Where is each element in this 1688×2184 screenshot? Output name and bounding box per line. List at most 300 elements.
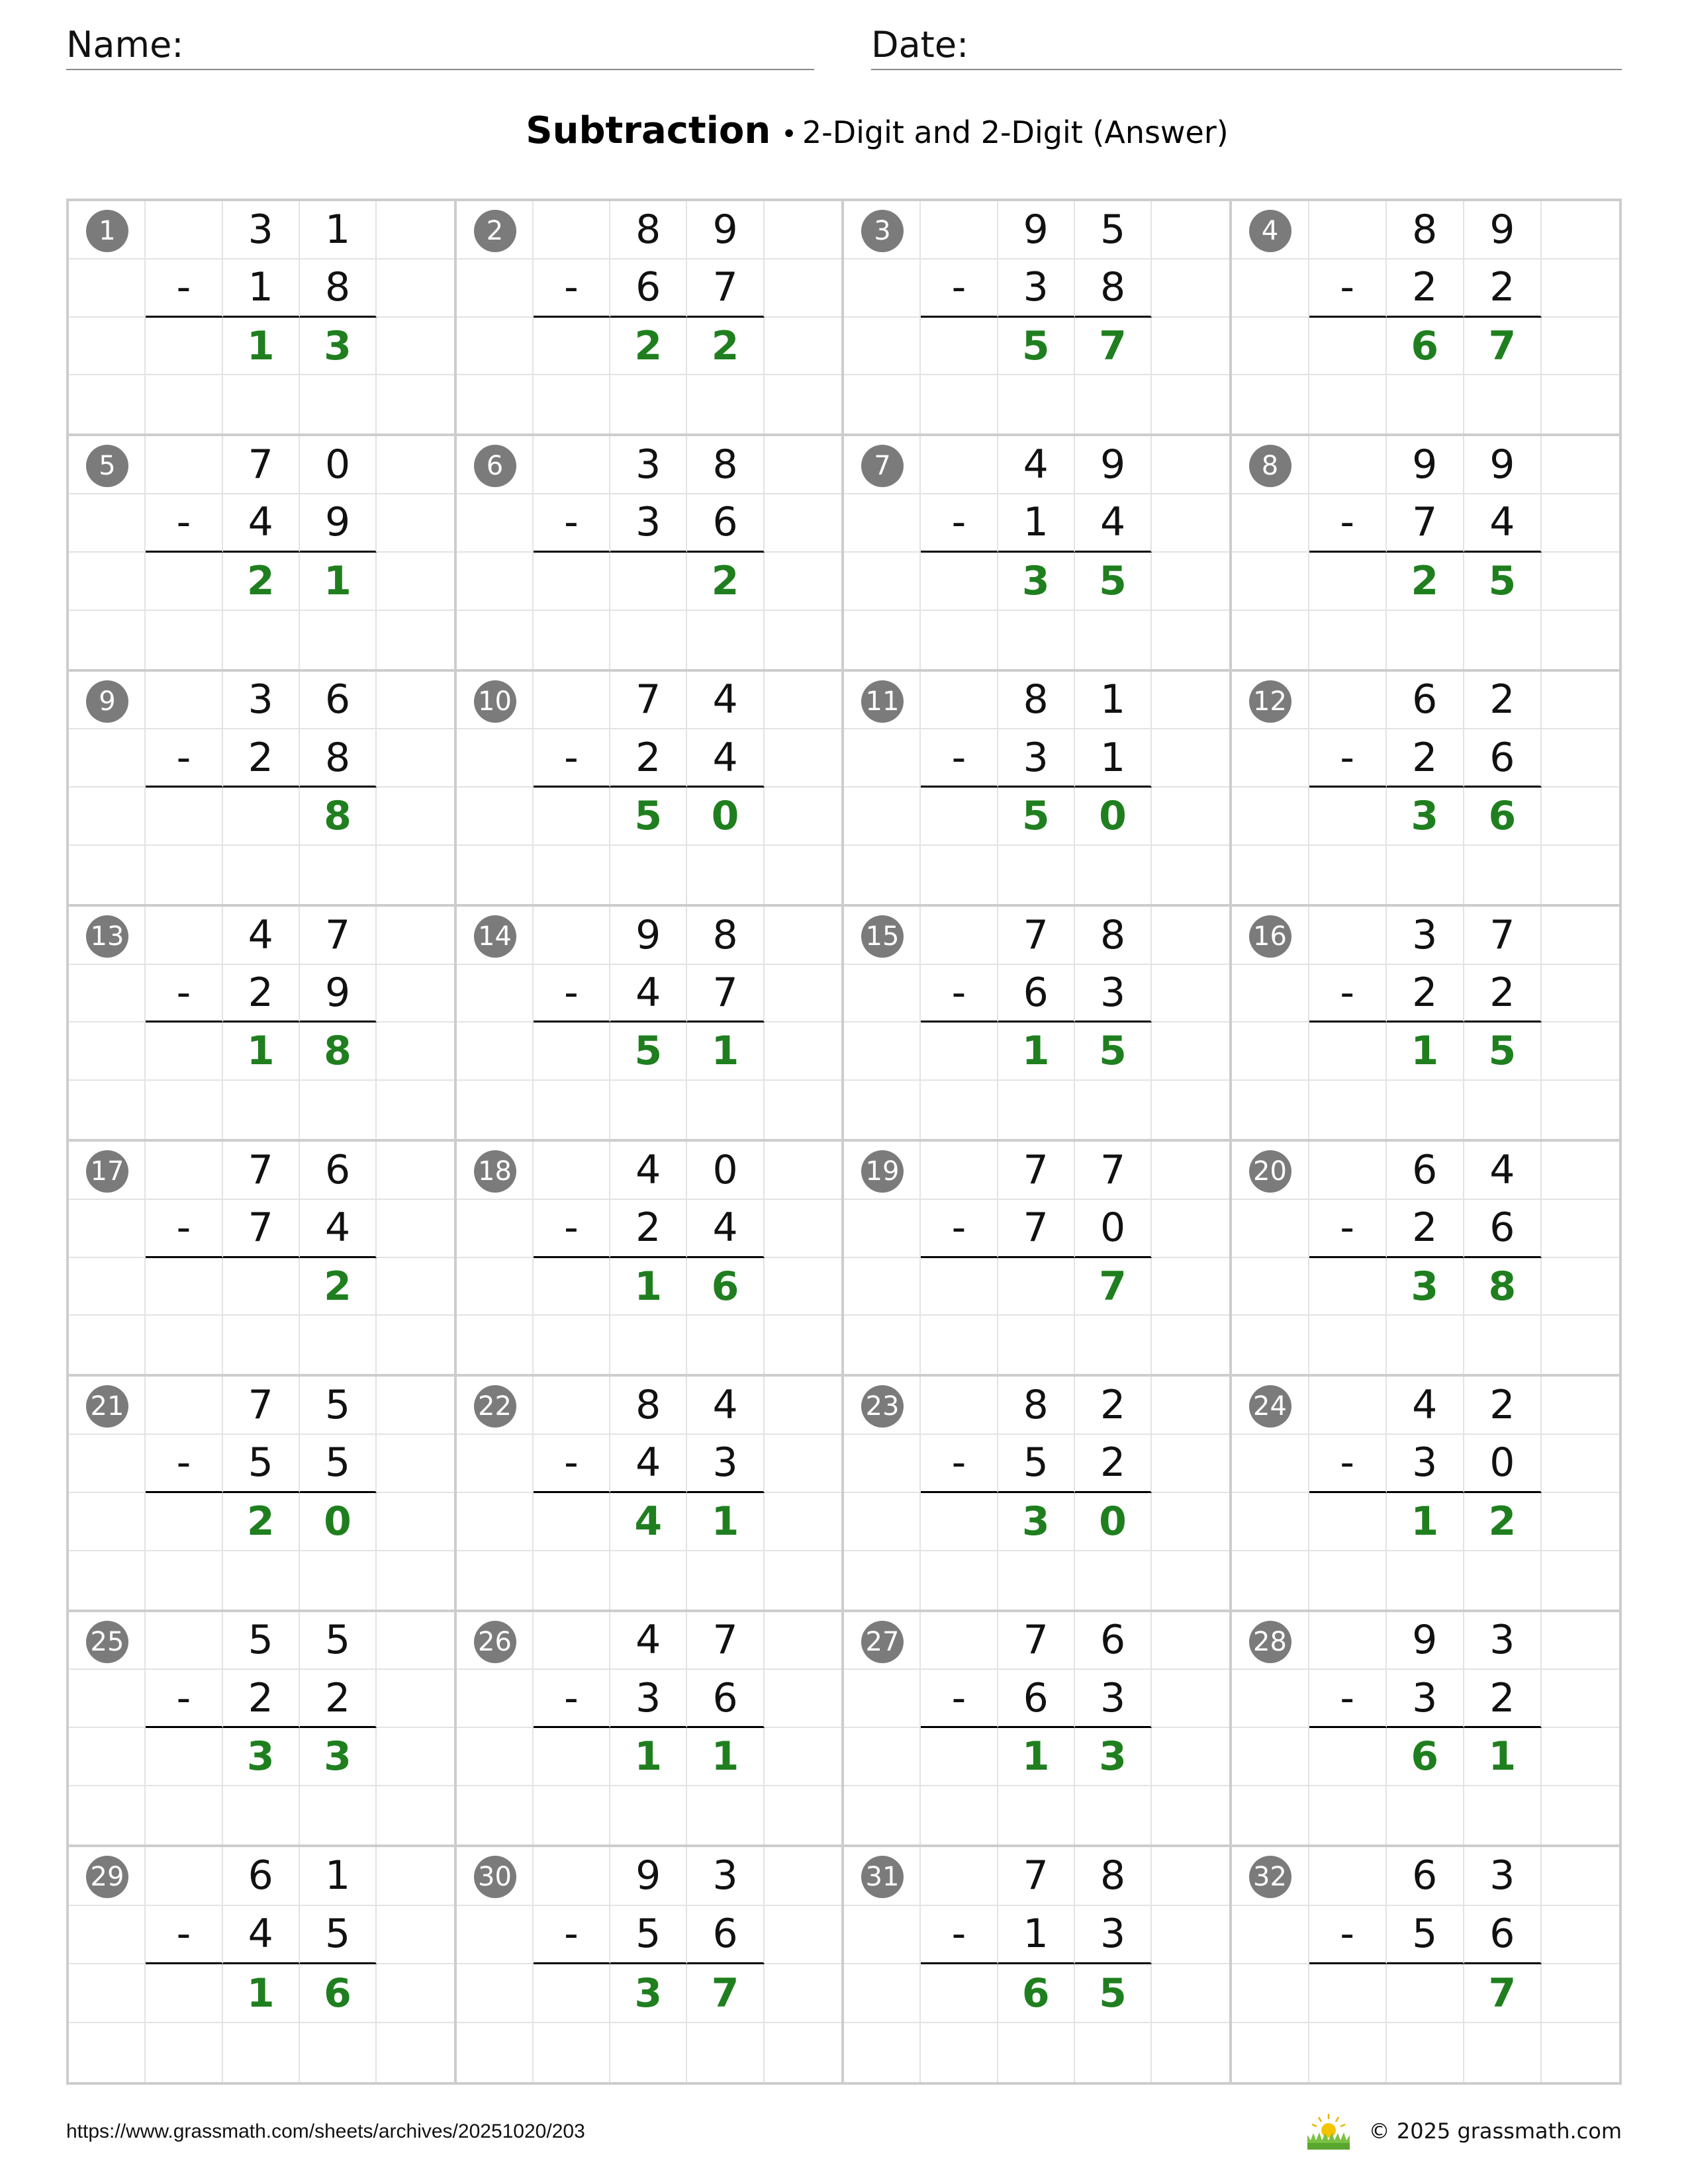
grid-cell [1152, 1258, 1229, 1316]
grid-cell [534, 1023, 610, 1081]
grid-cell [146, 1023, 222, 1081]
grid-cell [69, 1786, 146, 1844]
grid-cell [1152, 2023, 1229, 2082]
grid-cell [998, 1081, 1075, 1139]
grid-cell [377, 436, 453, 494]
grid-cell [1464, 1551, 1542, 1610]
answer-ones: 2 [300, 1258, 377, 1316]
minuend-tens: 7 [610, 672, 687, 730]
answer-ones: 3 [300, 318, 377, 376]
grid-cell [765, 1142, 841, 1200]
problem-6 [457, 436, 845, 671]
grid-cell [1232, 1023, 1309, 1081]
problem-1 [69, 201, 457, 436]
grid-cell [765, 1023, 841, 1081]
grid-cell [844, 1551, 921, 1610]
minuend-ones: 1 [300, 1847, 377, 1906]
answer-ones: 8 [1464, 1258, 1542, 1316]
grid-cell [1309, 553, 1387, 611]
minus-sign: - [921, 1670, 998, 1728]
grid-cell [146, 1316, 222, 1374]
minuend-ones: 6 [300, 1142, 377, 1200]
minuend-ones: 9 [1464, 436, 1542, 494]
grid-cell [1542, 553, 1619, 611]
grid-cell [1309, 1847, 1387, 1906]
grid-cell [534, 788, 610, 846]
minuend-ones: 2 [1464, 672, 1542, 730]
grid-cell [687, 846, 764, 904]
grid-cell [1542, 1081, 1619, 1139]
grid-cell [146, 846, 222, 904]
grid-cell [146, 1728, 222, 1786]
grid-cell [1464, 1081, 1542, 1139]
worksheet-title [0, 105, 1688, 166]
grid-cell [921, 846, 998, 904]
grid-cell [1387, 611, 1464, 669]
grid-cell [1542, 1786, 1619, 1844]
grid-cell [146, 1377, 222, 1435]
subtrahend-tens: 2 [223, 1670, 300, 1728]
grid-cell [1075, 1786, 1152, 1844]
grid-cell [146, 1493, 222, 1551]
grid-cell [998, 1316, 1075, 1374]
answer-ones: 7 [687, 1964, 764, 2023]
grid-cell [457, 846, 534, 904]
subtrahend-ones: 6 [1464, 1906, 1542, 1965]
answer-tens: 6 [1387, 1728, 1464, 1786]
answer-tens [223, 1258, 300, 1316]
grid-cell [377, 611, 453, 669]
grid-cell [844, 1728, 921, 1786]
minuend-tens: 9 [610, 907, 687, 965]
grid-cell [1387, 375, 1464, 433]
name-field[interactable] [66, 24, 814, 70]
grid-cell [1152, 318, 1229, 376]
grid-cell [844, 1200, 921, 1258]
grid-cell [457, 1906, 534, 1965]
subtrahend-ones: 8 [300, 259, 377, 318]
answer-ones: 0 [687, 788, 764, 846]
answer-tens: 3 [1387, 788, 1464, 846]
grid-cell [69, 1023, 146, 1081]
grid-cell [223, 1081, 300, 1139]
grid-cell [1542, 436, 1619, 494]
grid-cell [377, 1728, 453, 1786]
problem-number-badge: 29 [86, 1856, 128, 1898]
grid-cell [1152, 1964, 1229, 2023]
grid-cell [457, 1200, 534, 1258]
grid-cell [300, 2023, 377, 2082]
grid-cell [377, 2023, 453, 2082]
grid-cell [1232, 494, 1309, 553]
minus-sign: - [1309, 729, 1387, 788]
grid-cell [534, 201, 610, 259]
problem-31 [844, 1847, 1232, 2082]
grid-cell [377, 494, 453, 553]
minuend-tens: 9 [998, 201, 1075, 259]
answer-tens: 1 [223, 1964, 300, 2023]
grid-cell [1152, 1200, 1229, 1258]
problem-number-badge: 10 [474, 680, 516, 723]
grid-cell [300, 1081, 377, 1139]
minuend-ones: 5 [1075, 201, 1152, 259]
subtrahend-ones: 6 [1464, 1200, 1542, 1258]
grid-cell [534, 1964, 610, 2023]
minus-sign: - [921, 259, 998, 318]
grid-cell [1075, 1081, 1152, 1139]
problem-number-badge: 26 [474, 1621, 516, 1663]
grid-cell [69, 1964, 146, 2023]
minuend-ones: 8 [687, 907, 764, 965]
subtrahend-tens: 1 [998, 1906, 1075, 1965]
problem-23 [844, 1377, 1232, 1612]
grid-cell [1309, 672, 1387, 730]
grid-cell [610, 1316, 687, 1374]
subtrahend-ones: 4 [687, 729, 764, 788]
minuend-ones: 5 [300, 1377, 377, 1435]
grid-cell [534, 1551, 610, 1610]
grid-cell [844, 1435, 921, 1493]
grid-cell [765, 553, 841, 611]
grid-cell [1309, 1023, 1387, 1081]
problem-18 [457, 1142, 845, 1377]
problem-25 [69, 1612, 457, 1847]
grid-cell [1232, 318, 1309, 376]
grid-cell [69, 1200, 146, 1258]
grid-cell [610, 1786, 687, 1844]
grid-cell [1232, 1906, 1309, 1965]
problem-2 [457, 201, 845, 436]
grid-cell [69, 1435, 146, 1493]
minuend-ones: 9 [1075, 436, 1152, 494]
grid-cell [998, 1786, 1075, 1844]
grid-cell [1152, 494, 1229, 553]
minuend-ones: 3 [1464, 1847, 1542, 1906]
grid-cell [457, 1786, 534, 1844]
grid-cell [844, 1023, 921, 1081]
grid-cell [457, 1964, 534, 2023]
grid-cell [1152, 1670, 1229, 1728]
grid-cell [534, 846, 610, 904]
grid-cell [765, 1612, 841, 1670]
subtrahend-tens: 5 [1387, 1906, 1464, 1965]
grid-cell [1309, 2023, 1387, 2082]
subtrahend-ones: 8 [300, 729, 377, 788]
subtrahend-ones: 8 [1075, 259, 1152, 318]
grid-cell [1152, 907, 1229, 965]
grid-cell [1542, 965, 1619, 1023]
grid-cell [1232, 788, 1309, 846]
grid-cell [300, 1551, 377, 1610]
grid-cell [1542, 672, 1619, 730]
answer-ones: 7 [1075, 1258, 1152, 1316]
grid-cell [1232, 1200, 1309, 1258]
grid-cell [765, 1670, 841, 1728]
problem-12 [1232, 672, 1620, 907]
subtrahend-tens: 6 [998, 1670, 1075, 1728]
grid-cell [534, 1786, 610, 1844]
grid-cell [765, 259, 841, 318]
subtrahend-tens: 2 [610, 729, 687, 788]
grid-cell [457, 375, 534, 433]
grid-cell [765, 1200, 841, 1258]
answer-tens: 1 [1387, 1023, 1464, 1081]
grid-cell [921, 788, 998, 846]
grid-cell [146, 1258, 222, 1316]
problem-number-badge: 21 [86, 1385, 128, 1428]
grid-cell [765, 1081, 841, 1139]
answer-tens: 5 [610, 788, 687, 846]
problem-number-badge: 22 [474, 1385, 516, 1428]
answer-ones: 5 [1464, 553, 1542, 611]
grid-cell [146, 1612, 222, 1670]
minuend-tens: 4 [610, 1612, 687, 1670]
grid-cell [1152, 672, 1229, 730]
minuend-ones: 7 [1464, 907, 1542, 965]
subtrahend-tens: 2 [610, 1200, 687, 1258]
grid-cell [377, 259, 453, 318]
subtrahend-tens: 3 [1387, 1435, 1464, 1493]
answer-ones: 1 [687, 1493, 764, 1551]
subtrahend-tens: 2 [1387, 729, 1464, 788]
answer-ones: 3 [1075, 1728, 1152, 1786]
subtrahend-tens: 2 [1387, 1200, 1464, 1258]
grid-cell [610, 1551, 687, 1610]
subtrahend-ones: 3 [1075, 1906, 1152, 1965]
minuend-tens: 7 [223, 1377, 300, 1435]
answer-ones: 2 [1464, 1493, 1542, 1551]
answer-ones: 7 [1075, 318, 1152, 376]
grid-cell [69, 553, 146, 611]
grid-cell [146, 375, 222, 433]
grid-cell [1232, 1728, 1309, 1786]
grid-cell [1152, 1612, 1229, 1670]
answer-tens: 3 [223, 1728, 300, 1786]
grid-cell [1075, 375, 1152, 433]
problem-19 [844, 1142, 1232, 1377]
grid-cell [765, 729, 841, 788]
grid-cell [377, 846, 453, 904]
grid-cell [1152, 553, 1229, 611]
grid-cell [844, 1258, 921, 1316]
problem-32 [1232, 1847, 1620, 2082]
minuend-ones: 4 [687, 1377, 764, 1435]
minuend-tens: 9 [1387, 1612, 1464, 1670]
grid-cell [921, 318, 998, 376]
footer-url[interactable]: https://www.grassmath.com/sheets/archives/20251020/203 [66, 2120, 585, 2142]
grid-cell [1387, 1786, 1464, 1844]
minuend-ones: 7 [300, 907, 377, 965]
subtrahend-tens: 4 [223, 494, 300, 553]
grid-cell [1542, 1847, 1619, 1906]
date-field[interactable] [871, 24, 1622, 70]
grid-cell [765, 1728, 841, 1786]
minus-sign: - [921, 1200, 998, 1258]
grid-cell [921, 611, 998, 669]
problem-number-badge: 19 [861, 1150, 904, 1193]
minuend-tens: 4 [1387, 1377, 1464, 1435]
grid-cell [534, 375, 610, 433]
grid-cell [1542, 1551, 1619, 1610]
grid-cell [1075, 1316, 1152, 1374]
answer-ones: 7 [1464, 318, 1542, 376]
grid-cell [69, 1081, 146, 1139]
grid-cell [1232, 553, 1309, 611]
minuend-ones: 9 [1464, 201, 1542, 259]
grid-cell [377, 1906, 453, 1965]
grid-cell [1075, 1551, 1152, 1610]
problem-number-badge: 6 [474, 445, 516, 487]
answer-tens: 2 [1387, 553, 1464, 611]
grid-cell [1309, 1377, 1387, 1435]
grid-cell [921, 1142, 998, 1200]
grid-cell [457, 1258, 534, 1316]
minuend-tens: 3 [223, 672, 300, 730]
grid-cell [457, 494, 534, 553]
grid-cell [921, 553, 998, 611]
grid-cell [377, 1200, 453, 1258]
grid-cell [765, 672, 841, 730]
grid-cell [687, 2023, 764, 2082]
minuend-ones: 4 [687, 672, 764, 730]
subtrahend-tens: 7 [1387, 494, 1464, 553]
grid-cell [998, 2023, 1075, 2082]
grid-cell [921, 907, 998, 965]
minus-sign: - [146, 1906, 222, 1965]
answer-tens: 1 [610, 1728, 687, 1786]
grid-cell [1152, 788, 1229, 846]
grid-cell [1542, 201, 1619, 259]
grid-cell [223, 1551, 300, 1610]
minus-sign: - [146, 494, 222, 553]
minus-sign: - [1309, 494, 1387, 553]
minuend-ones: 2 [1464, 1377, 1542, 1435]
title-main: Subtraction [526, 109, 771, 152]
grid-cell [1542, 611, 1619, 669]
subtrahend-tens: 3 [998, 729, 1075, 788]
grid-cell [921, 1728, 998, 1786]
grid-cell [377, 788, 453, 846]
grid-cell [1309, 1258, 1387, 1316]
grid-cell [1542, 907, 1619, 965]
grid-cell [844, 375, 921, 433]
grid-cell [765, 1435, 841, 1493]
problem-28 [1232, 1612, 1620, 1847]
grid-cell [457, 259, 534, 318]
grid-cell [1152, 1081, 1229, 1139]
minuend-ones: 1 [1075, 672, 1152, 730]
grid-cell [921, 1493, 998, 1551]
grid-cell [457, 553, 534, 611]
subtrahend-tens: 3 [610, 494, 687, 553]
problem-number-badge: 11 [861, 680, 904, 723]
grid-cell [534, 318, 610, 376]
grid-cell [146, 1551, 222, 1610]
grid-cell [146, 611, 222, 669]
grid-cell [1542, 259, 1619, 318]
grid-cell [223, 1316, 300, 1374]
grid-cell [377, 375, 453, 433]
grid-cell [377, 318, 453, 376]
grid-cell [534, 672, 610, 730]
grid-cell [844, 846, 921, 904]
grid-cell [1232, 1081, 1309, 1139]
footer-copyright: © 2025 grassmath.com [1368, 2118, 1622, 2144]
grid-cell [146, 1786, 222, 1844]
grid-cell [998, 846, 1075, 904]
grid-cell [69, 375, 146, 433]
grid-cell [377, 1435, 453, 1493]
answer-ones: 5 [1075, 1023, 1152, 1081]
minus-sign: - [1309, 965, 1387, 1023]
minuend-tens: 6 [1387, 1847, 1464, 1906]
grid-cell [1542, 1258, 1619, 1316]
subtrahend-ones: 1 [1075, 729, 1152, 788]
grid-cell [377, 1847, 453, 1906]
date-label: Date: [871, 24, 969, 66]
grid-cell [1232, 1316, 1309, 1374]
grid-cell [765, 1551, 841, 1610]
minuend-tens: 5 [223, 1612, 300, 1670]
answer-tens: 3 [1387, 1258, 1464, 1316]
subtrahend-tens: 4 [610, 1435, 687, 1493]
problem-30 [457, 1847, 845, 2082]
subtrahend-tens: 6 [998, 965, 1075, 1023]
grid-cell [844, 494, 921, 553]
minus-sign: - [534, 729, 610, 788]
subtrahend-ones: 3 [687, 1435, 764, 1493]
answer-tens [1387, 1964, 1464, 2023]
grid-cell [457, 729, 534, 788]
subtrahend-ones: 4 [1075, 494, 1152, 553]
grid-cell [921, 1258, 998, 1316]
problem-number-badge: 25 [86, 1621, 128, 1663]
grid-cell [1464, 611, 1542, 669]
problem-29 [69, 1847, 457, 2082]
problem-3 [844, 201, 1232, 436]
grid-cell [457, 788, 534, 846]
answer-tens: 5 [998, 788, 1075, 846]
answer-tens: 2 [223, 1493, 300, 1551]
grid-cell [844, 1081, 921, 1139]
problem-number-badge: 5 [86, 445, 128, 487]
subtrahend-tens: 7 [223, 1200, 300, 1258]
grid-cell [1232, 1786, 1309, 1844]
subtrahend-ones: 6 [687, 1670, 764, 1728]
problem-number-badge: 1 [86, 210, 128, 252]
grid-cell [1152, 965, 1229, 1023]
grid-cell [765, 846, 841, 904]
grid-cell [1232, 729, 1309, 788]
grid-cell [610, 375, 687, 433]
grid-cell [1152, 259, 1229, 318]
grid-cell [921, 1786, 998, 1844]
answer-ones: 8 [300, 788, 377, 846]
grid-cell [1152, 436, 1229, 494]
grid-cell [69, 846, 146, 904]
grid-cell [844, 553, 921, 611]
subtrahend-ones: 2 [1464, 965, 1542, 1023]
grid-cell [1542, 318, 1619, 376]
grid-cell [1542, 1377, 1619, 1435]
grid-cell [1309, 1081, 1387, 1139]
grid-cell [1309, 318, 1387, 376]
grid-cell [610, 611, 687, 669]
minuend-ones: 9 [687, 201, 764, 259]
grid-cell [534, 1081, 610, 1139]
grid-cell [1232, 2023, 1309, 2082]
grid-cell [534, 436, 610, 494]
